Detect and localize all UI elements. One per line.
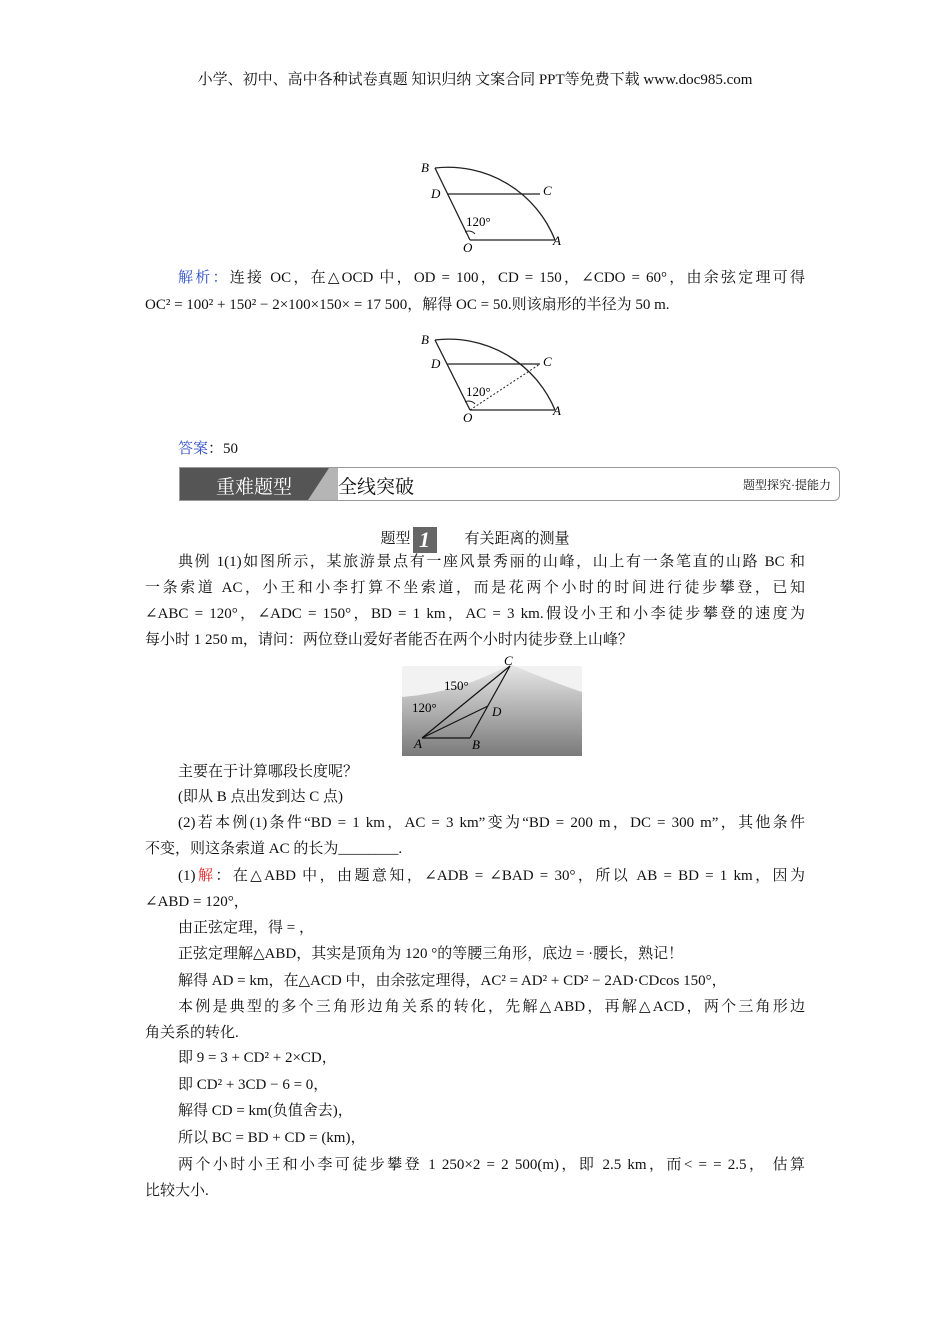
body-line: (即从 B 点出发到达 C 点): [178, 789, 344, 805]
example-line: 每小时 1 250 m，请问：两位登山爱好者能否在两个小时内徒步登上山峰？: [145, 632, 633, 648]
analysis-line-1: 解析：连接 OC，在△OCD 中，OD = 100，CD = 150，∠CDO = 60°，由余弦定理可得: [178, 270, 805, 286]
section-number-badge: 1: [413, 527, 437, 553]
svg-text:D: D: [492, 704, 502, 719]
svg-text:B: B: [472, 737, 480, 752]
body-line: 两个小时小王和小李可徒步攀登 1 250×2 = 2 500(m)，即 2.5 km，而< = = 2.5， 估算: [178, 1157, 805, 1173]
label-d: D: [431, 186, 441, 201]
body-line: 即 9 = 3 + CD² + 2×CD，: [178, 1050, 337, 1066]
page-header: 小学、初中、高中各种试卷真题 知识归纳 文案合同 PPT等免费下载 www.doc985.com: [197, 72, 753, 88]
svg-text:A: A: [414, 736, 422, 751]
body-line: 所以 BC = BD + CD = (km)，: [178, 1130, 366, 1146]
svg-text:120°: 120°: [466, 384, 491, 399]
body-line: ∠ABD = 120°，: [145, 894, 249, 910]
body-line: 由正弦定理，得 = ，: [178, 920, 314, 936]
body-line: 本例是典型的多个三角形边角关系的转化，先解△ABD，再解△ACD，两个三角形边: [178, 999, 805, 1015]
body-line: (2)若本例(1)条件“BD = 1 km，AC = 3 km”变为“BD = 200 m，DC = 300 m”，其他条件: [178, 815, 805, 831]
body-line: 主要在于计算哪段长度呢？: [178, 764, 359, 780]
banner-left: 重难题型: [216, 476, 293, 498]
analysis-line-2: OC² = 100² + 150² − 2×100×150× = 17 500，解得 OC = 50.则该扇形的半径为 50 m.: [145, 297, 670, 313]
example-line: 一条索道 AC，小王和小李打算不坐索道，而是花两个小时的时间进行徒步攀登，已知: [145, 580, 805, 596]
body-line: 不变，则这条索道 AC 的长为________.: [145, 841, 403, 857]
example-line: ∠ABC = 120°，∠ADC = 150°，BD = 1 km，AC = 3 km.假设小王和小李徒步攀登的速度为: [145, 606, 805, 622]
solution-tag: 解: [195, 868, 216, 884]
body-line: 比较大小.: [145, 1183, 209, 1199]
body-line: 解得 CD = km(负值舍去)，: [178, 1103, 353, 1119]
label-o: O: [463, 240, 473, 255]
sector-figure: [413, 150, 573, 265]
label-a: A: [553, 233, 561, 248]
banner-right: 题型探究·提能力: [743, 478, 831, 492]
svg-text:O: O: [463, 410, 473, 425]
body-line: 正弦定理解△ABD，其实是顶角为 120 °的等腰三角形，底边 = ·腰长，熟记！: [178, 946, 684, 962]
mountain-figure: [402, 652, 582, 756]
solution-line: (1)解：在△ABD 中，由题意知，∠ADB = ∠BAD = 30°，所以 AB = BD = 1 km，因为: [178, 868, 805, 884]
example-line: 典例 1(1)如图所示，某旅游景点有一座风景秀丽的山峰，山上有一条笔直的山路 BC 和: [178, 554, 805, 570]
section-title: 题型 1 有关距离的测量: [380, 527, 570, 552]
label-b: B: [421, 160, 429, 175]
svg-text:A: A: [553, 403, 561, 418]
analysis-tag: 解析: [178, 270, 213, 286]
svg-text:C: C: [504, 653, 513, 668]
banner-mid: 全线突破: [338, 476, 415, 498]
body-line: 即 CD² + 3CD − 6 = 0，: [178, 1077, 329, 1093]
svg-text:B: B: [421, 332, 429, 347]
label-c: C: [543, 183, 552, 198]
sector-figure-with-oc: [413, 322, 573, 434]
angle-label: 120°: [466, 214, 491, 229]
svg-text:C: C: [543, 354, 552, 369]
section-banner: [179, 467, 840, 501]
answer-line: 答案：50: [178, 441, 239, 457]
svg-text:120°: 120°: [412, 700, 437, 715]
svg-text:D: D: [431, 356, 441, 371]
answer-tag: 答案: [178, 441, 209, 457]
svg-text:150°: 150°: [444, 678, 469, 693]
body-line: 角关系的转化.: [145, 1025, 239, 1041]
body-line: 解得 AD = km，在△ACD 中，由余弦定理得，AC² = AD² + CD² − 2AD·CDcos 150°，: [178, 973, 727, 989]
